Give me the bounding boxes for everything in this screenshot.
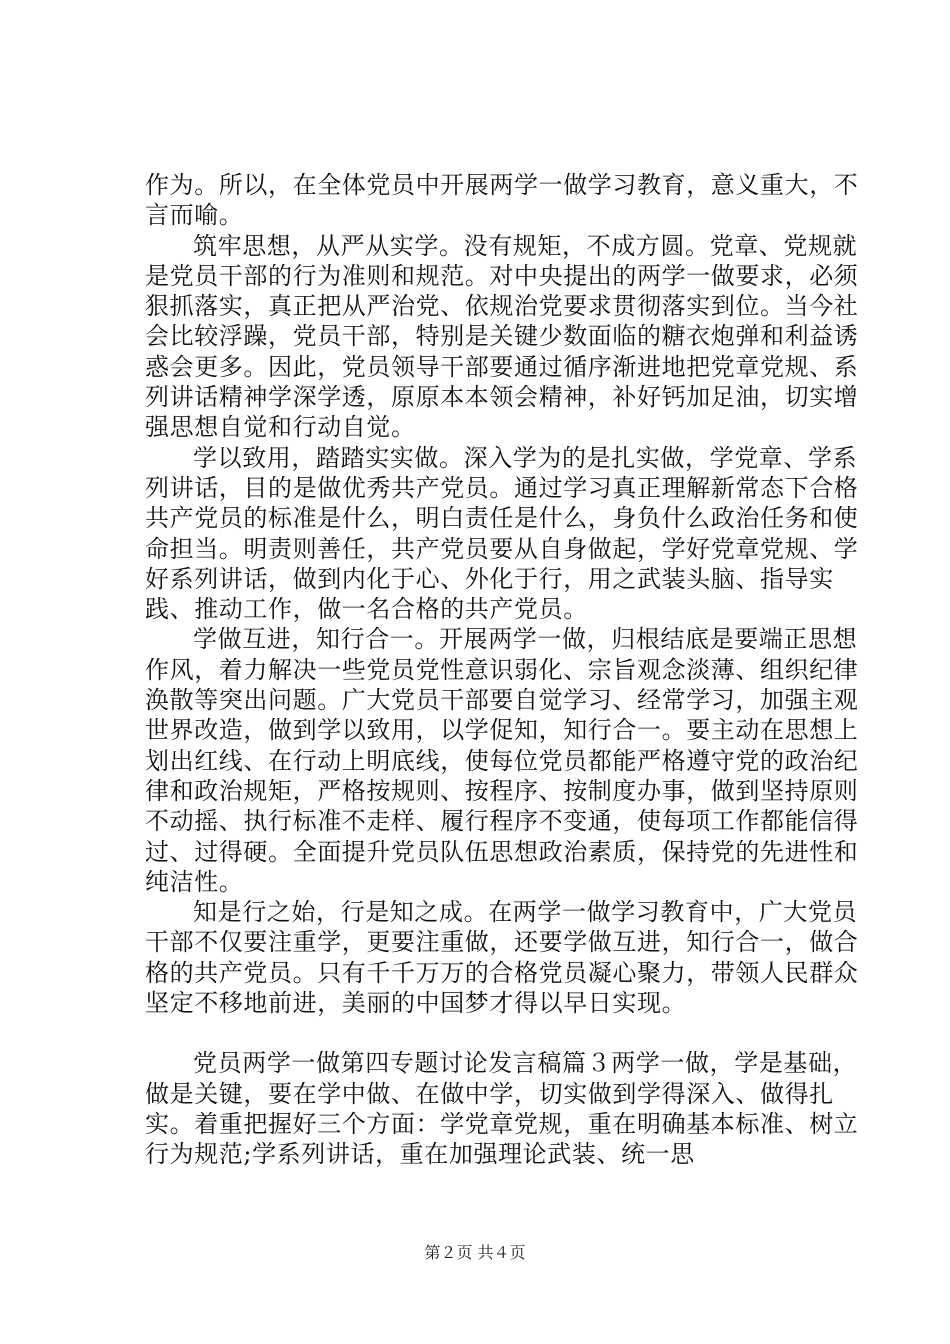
paragraph: 筑牢思想，从严从实学。没有规矩，不成方圆。党章、党规就是党员干部的行为准则和规范。对中央提出的两学一做要求，必须狠抓落实，真正把从严治党、依规治党要求贯彻落实到位。当今社会比较浮躁，党员干部，特别是关键少数面临的糖衣炮弹和利益诱惑会更多。因此，党员领导干部要通过循序渐进地把党章党规、系列讲话精神学深学透，原原本本领会精神，补好钙加足油，切实增强思想自觉和行动自觉。	[145, 231, 859, 442]
paragraph-continuation: 作为。所以，在全体党员中开展两学一做学习教育，意义重大，不言而喻。	[145, 171, 859, 230]
paragraph-spacer	[145, 1018, 865, 1048]
document-body	[145, 170, 865, 1170]
page-number-footer: 第２页 共４页	[424, 1243, 526, 1262]
paragraph: 学做互进，知行合一。开展两学一做，归根结底是要端正思想作风，着力解决一些党员党性意识弱化、宗旨观念淡薄、组织纪律涣散等突出问题。广大党员干部要自觉学习、经常学习，加强主观世界改造，做到学以致用，以学促知，知行合一。要主动在思想上划出红线、在行动上明底线，使每位党员都能严格遵守党的政治纪律和政治规矩，严格按规则、按程序、按制度办事，做到坚持原则不动摇、执行标准不走样、履行程序不变通，使每项工作都能信得过、过得硬。全面提升党员队伍思想政治素质，保持党的先进性和纯洁性。	[145, 625, 859, 896]
paragraph: 知是行之始，行是知之成。在两学一做学习教育中，广大党员干部不仅要注重学，更要注重做，还要学做互进，知行合一，做合格的共产党员。只有千千万万的合格党员凝心聚力，带领人民群众坚定不移地前进，美丽的中国梦才得以早日实现。	[145, 898, 859, 1018]
paragraph: 党员两学一做第四专题讨论发言稿篇３两学一做，学是基础，做是关键，要在学中做、在做中学，切实做到学得深入、做得扎实。着重把握好三个方面：学党章党规，重在明确基本标准、树立行为规范;学系列讲话，重在加强理论武装、统一思	[145, 1049, 859, 1169]
paragraph: 学以致用，踏踏实实做。深入学为的是扎实做，学党章、学系列讲话，目的是做优秀共产党员。通过学习真正理解新常态下合格共产党员的标准是什么，明白责任是什么，身负什么政治任务和使命担当。明责则善任，共产党员要从自身做起，学好党章党规、学好系列讲话，做到内化于心、外化于行，用之武装头脑、指导实践、推动工作，做一名合格的共产党员。	[145, 443, 859, 624]
